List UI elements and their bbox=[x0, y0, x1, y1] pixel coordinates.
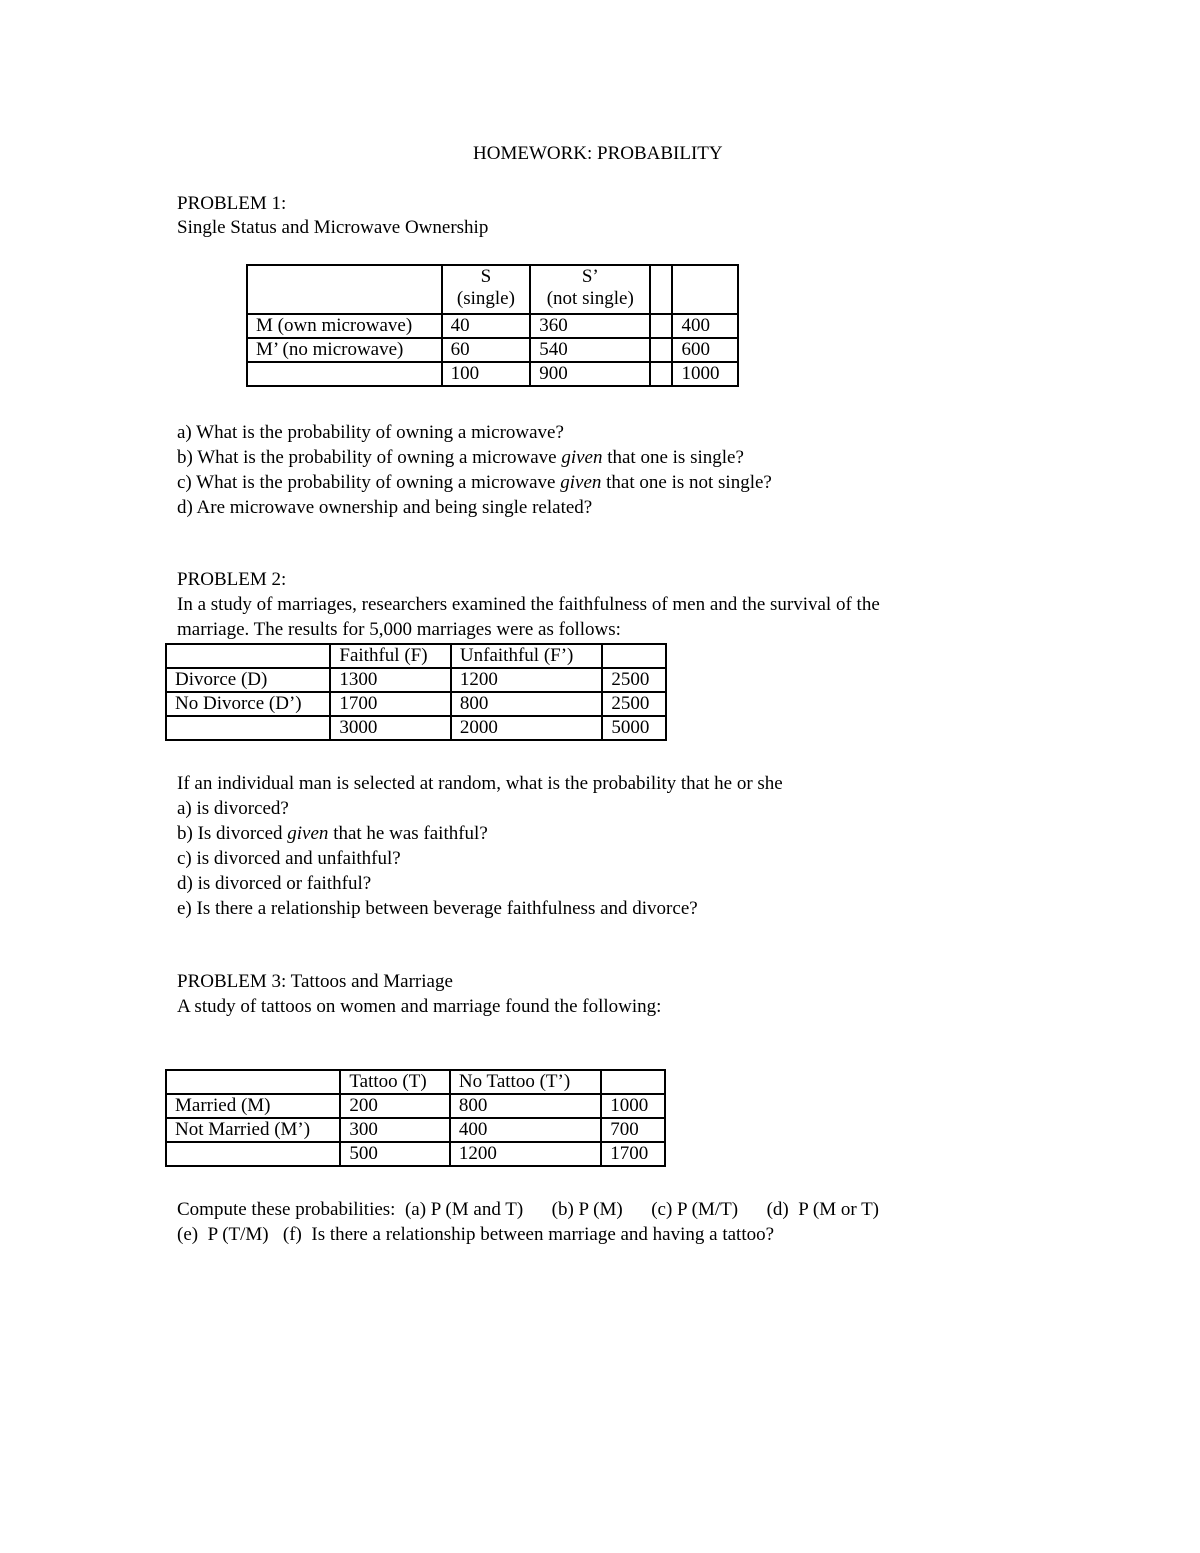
table-row bbox=[247, 362, 738, 386]
table-cell: 60 bbox=[442, 338, 531, 362]
problem2-table bbox=[165, 643, 667, 741]
problem3-heading: PROBLEM 3: Tattoos and Marriage bbox=[177, 971, 453, 992]
question-text: c) is divorced and unfaithful? bbox=[177, 848, 401, 869]
table-cell: 1200 bbox=[450, 1142, 601, 1166]
row-total: 1000 bbox=[601, 1094, 665, 1118]
problem3-compute-line1: Compute these probabilities: (a) P (M and T) (b) P (M) (c) P (M/T) (d) P (M or T) bbox=[177, 1199, 880, 1220]
problem1-questions bbox=[177, 420, 772, 520]
table-header-cell: Faithful (F) bbox=[330, 644, 451, 668]
problem2-questions bbox=[177, 796, 698, 921]
row-label: Married (M) bbox=[166, 1094, 340, 1118]
table-cell: 2000 bbox=[451, 716, 602, 740]
table-cell: 3000 bbox=[330, 716, 451, 740]
table-cell bbox=[601, 1070, 665, 1094]
problem2-heading: PROBLEM 2: bbox=[177, 569, 287, 590]
problem3-intro: A study of tattoos on women and marriage found the following: bbox=[177, 996, 662, 1017]
row-label bbox=[166, 716, 330, 740]
row-label: Not Married (M’) bbox=[166, 1118, 340, 1142]
question-text: e) Is there a relationship between beverage faithfulness and divorce? bbox=[177, 898, 698, 919]
table-header-cell: Unfaithful (F’) bbox=[451, 644, 602, 668]
question-item bbox=[177, 796, 698, 821]
problem3-compute-line2: (e) P (T/M) (f) Is there a relationship between marriage and having a tattoo? bbox=[177, 1224, 775, 1245]
table-row bbox=[247, 314, 738, 338]
header-symbol: S’ bbox=[581, 266, 599, 287]
question-item bbox=[177, 846, 698, 871]
problem2-intro-line2: marriage. The results for 5,000 marriages were as follows: bbox=[177, 619, 621, 640]
question-emphasis: given bbox=[561, 447, 603, 468]
problem1-subtitle: Single Status and Microwave Ownership bbox=[177, 217, 489, 238]
table-header-row bbox=[166, 644, 666, 668]
table-cell bbox=[650, 338, 672, 362]
row-total: 1000 bbox=[672, 362, 738, 386]
question-text: that he was faithful? bbox=[328, 823, 488, 844]
table-cell bbox=[650, 314, 672, 338]
row-label: No Divorce (D’) bbox=[166, 692, 330, 716]
row-label: M (own microwave) bbox=[247, 314, 442, 338]
table-cell: 40 bbox=[442, 314, 531, 338]
problem1-heading: PROBLEM 1: bbox=[177, 193, 287, 214]
question-item bbox=[177, 896, 698, 921]
question-item bbox=[177, 470, 772, 495]
table-cell bbox=[166, 644, 330, 668]
table-cell bbox=[247, 265, 442, 314]
row-total: 400 bbox=[672, 314, 738, 338]
problem2-prompt: If an individual man is selected at random, what is the probability that he or she bbox=[177, 773, 783, 794]
table-cell: 400 bbox=[450, 1118, 601, 1142]
question-item bbox=[177, 445, 772, 470]
question-text: b) What is the probability of owning a microwave bbox=[177, 447, 562, 468]
table-cell bbox=[650, 265, 672, 314]
problem3-table bbox=[165, 1069, 666, 1167]
row-label: M’ (no microwave) bbox=[247, 338, 442, 362]
question-item bbox=[177, 821, 698, 846]
question-emphasis: given bbox=[560, 472, 602, 493]
header-label: (single) bbox=[456, 288, 515, 309]
table-header-row bbox=[247, 265, 738, 314]
question-text: that one is not single? bbox=[601, 472, 772, 493]
row-label: Divorce (D) bbox=[166, 668, 330, 692]
question-text: c) What is the probability of owning a microwave bbox=[177, 472, 561, 493]
question-text: b) Is divorced bbox=[177, 823, 288, 844]
table-row bbox=[166, 692, 666, 716]
row-total: 1700 bbox=[601, 1142, 665, 1166]
table-cell bbox=[650, 362, 672, 386]
table-header-cell bbox=[530, 265, 650, 314]
question-text: d) Are microwave ownership and being single related? bbox=[177, 497, 593, 518]
question-text: a) What is the probability of owning a microwave? bbox=[177, 422, 564, 443]
problem2-intro-line1: In a study of marriages, researchers examined the faithfulness of men and the survival of the bbox=[177, 594, 880, 615]
table-cell: 1300 bbox=[330, 668, 451, 692]
table-cell bbox=[672, 265, 738, 314]
table-cell: 800 bbox=[451, 692, 602, 716]
question-item bbox=[177, 495, 772, 520]
table-cell: 1200 bbox=[451, 668, 602, 692]
question-text: d) is divorced or faithful? bbox=[177, 873, 372, 894]
row-total: 2500 bbox=[602, 692, 666, 716]
table-cell: 540 bbox=[530, 338, 650, 362]
header-symbol: S bbox=[480, 266, 492, 287]
row-total: 5000 bbox=[602, 716, 666, 740]
table-header-cell: No Tattoo (T’) bbox=[450, 1070, 601, 1094]
problem1-table bbox=[246, 264, 739, 387]
question-item bbox=[177, 420, 772, 445]
table-row bbox=[166, 1118, 665, 1142]
row-total: 700 bbox=[601, 1118, 665, 1142]
row-total: 600 bbox=[672, 338, 738, 362]
table-header-cell: Tattoo (T) bbox=[340, 1070, 450, 1094]
row-label bbox=[247, 362, 442, 386]
question-emphasis: given bbox=[287, 823, 329, 844]
table-cell: 1700 bbox=[330, 692, 451, 716]
table-cell bbox=[602, 644, 666, 668]
table-cell: 200 bbox=[340, 1094, 450, 1118]
table-cell: 100 bbox=[442, 362, 531, 386]
question-text: a) is divorced? bbox=[177, 798, 289, 819]
table-header-row bbox=[166, 1070, 665, 1094]
table-row bbox=[166, 716, 666, 740]
table-cell: 360 bbox=[530, 314, 650, 338]
table-row bbox=[166, 1142, 665, 1166]
row-label bbox=[166, 1142, 340, 1166]
question-text: that one is single? bbox=[602, 447, 744, 468]
table-row bbox=[166, 1094, 665, 1118]
question-item bbox=[177, 871, 698, 896]
table-cell bbox=[166, 1070, 340, 1094]
table-row bbox=[166, 668, 666, 692]
page-title: HOMEWORK: PROBABILITY bbox=[473, 143, 723, 164]
table-row bbox=[247, 338, 738, 362]
table-cell: 900 bbox=[530, 362, 650, 386]
table-header-cell bbox=[442, 265, 531, 314]
table-cell: 800 bbox=[450, 1094, 601, 1118]
header-label: (not single) bbox=[546, 288, 634, 309]
row-total: 2500 bbox=[602, 668, 666, 692]
table-cell: 500 bbox=[340, 1142, 450, 1166]
table-cell: 300 bbox=[340, 1118, 450, 1142]
